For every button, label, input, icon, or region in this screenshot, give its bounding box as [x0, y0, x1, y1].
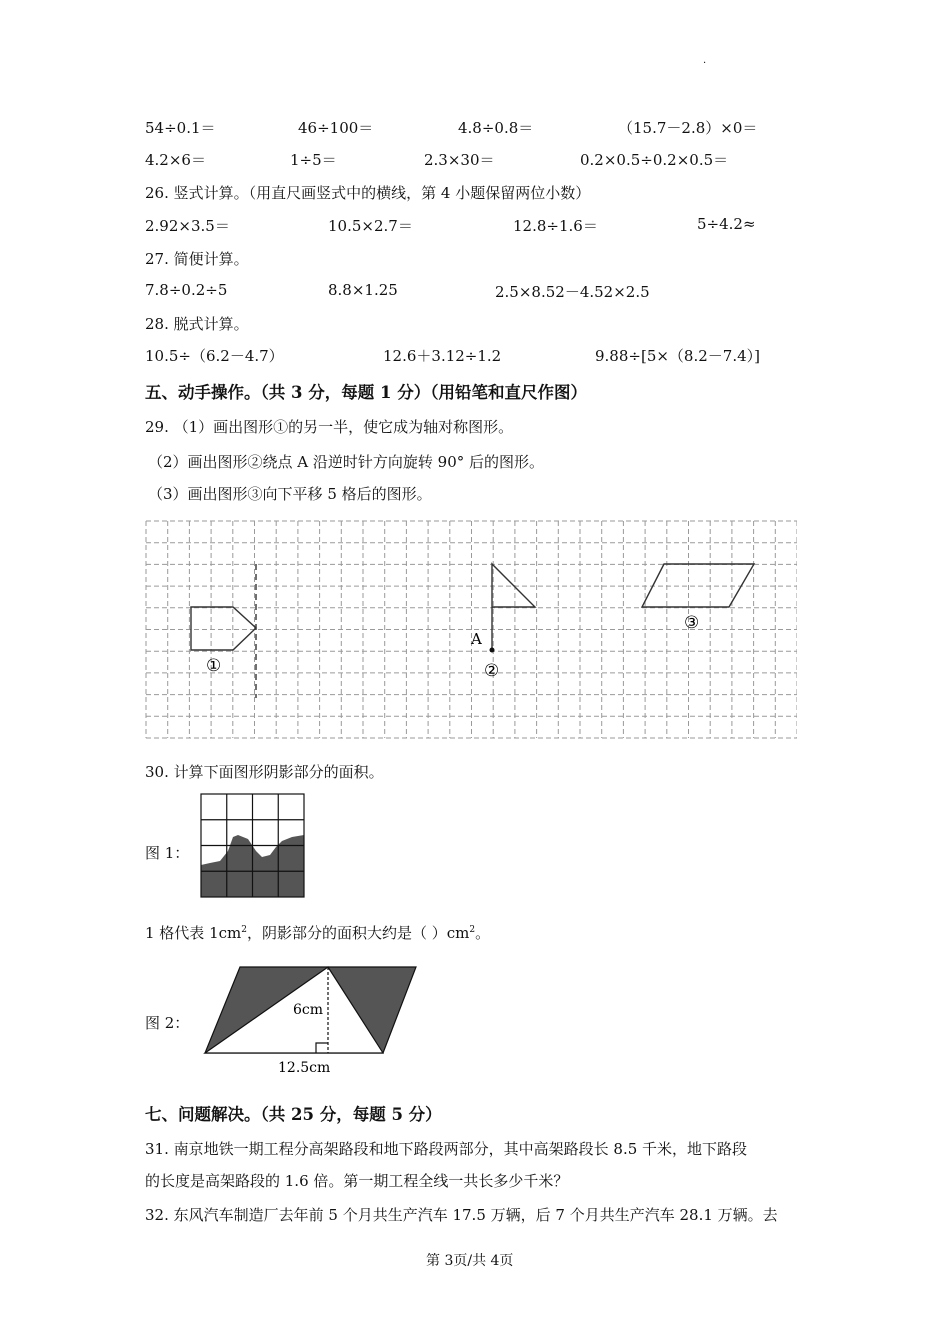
q28-item: 12.6＋3.12÷1.2: [383, 347, 502, 365]
calc-item: 0.2×0.5÷0.2×0.5＝: [580, 151, 729, 169]
q26-item: 2.92×3.5＝: [145, 217, 230, 235]
figure-2: [200, 964, 420, 1076]
point-a: [490, 648, 495, 653]
fig1-label: 图 1：: [145, 844, 190, 862]
fig1-note-end: 。: [475, 924, 491, 942]
shape-2-label: ②: [484, 661, 500, 681]
fig2-label: 图 2：: [145, 1014, 190, 1032]
q26-title: 26. 竖式计算。（用直尺画竖式中的横线，第 4 小题保留两位小数）: [145, 184, 591, 202]
shape-1-label: ①: [206, 656, 222, 676]
fig1-note-b: ，阴影部分的面积大约是（ ）cm: [246, 924, 470, 942]
base-label: 12.5cm: [278, 1060, 331, 1076]
calc-item: 1÷5＝: [290, 151, 337, 169]
section7-heading: 七、问题解决。（共 25 分，每题 5 分）: [145, 1105, 442, 1124]
section5-heading: 五、动手操作。（共 3 分，每题 1 分）（用铅笔和直尺作图）: [145, 383, 587, 402]
drawing-grid: [145, 520, 797, 742]
q32-line1: 32. 东风汽车制造厂去年前 5 个月共生产汽车 17.5 万辆，后 7 个月共生产汽车 28.1 万辆。去: [145, 1206, 778, 1224]
q31-line2: 的长度是高架路段的 1.6 倍。第一期工程全线一共长多少千米？: [145, 1172, 569, 1190]
point-a-label: A: [471, 630, 482, 648]
fig1-note: [145, 922, 490, 943]
shape-2: [492, 564, 535, 607]
q28-item: 9.88÷[5×（8.2－7.4）]: [595, 347, 760, 365]
fig1-note-sup2: 2: [469, 925, 476, 935]
height-label: 6cm: [293, 1002, 324, 1018]
q26-item: 12.8÷1.6＝: [513, 217, 598, 235]
q28-item: 10.5÷（6.2－4.7）: [145, 347, 284, 365]
calc-item: 46÷100＝: [298, 119, 374, 137]
q26-item: 5÷4.2≈: [697, 215, 756, 233]
page-mark: ·: [703, 58, 707, 69]
q27-item: 7.8÷0.2÷5: [145, 281, 228, 299]
q29-line2: （2）画出图形②绕点 A 沿逆时针方向旋转 90° 后的图形。: [148, 453, 545, 471]
calc-item: 4.8÷0.8＝: [458, 119, 534, 137]
q29-line1: 29. （1）画出图形①的另一半，使它成为轴对称图形。: [145, 418, 514, 436]
q29-line3: （3）画出图形③向下平移 5 格后的图形。: [148, 485, 432, 503]
calc-item: 54÷0.1＝: [145, 119, 216, 137]
page-footer: 第 3页/共 4页: [426, 1253, 514, 1269]
shape-1: [191, 607, 256, 650]
q27-item: 2.5×8.52－4.52×2.5: [495, 283, 650, 301]
q28-title: 28. 脱式计算。: [145, 315, 249, 333]
calc-item: （15.7－2.8）×0＝: [618, 119, 758, 137]
q27-title: 27. 简便计算。: [145, 250, 249, 268]
q27-item: 8.8×1.25: [328, 281, 398, 299]
fig1-note-a: 1 格代表 1cm: [145, 924, 242, 942]
q26-item: 10.5×2.7＝: [328, 217, 413, 235]
q31-line1: 31. 南京地铁一期工程分高架路段和地下路段两部分，其中高架路段长 8.5 千米，地下路段: [145, 1140, 748, 1158]
shape-3: [642, 564, 754, 607]
shape-3-label: ③: [684, 613, 700, 633]
calc-item: 4.2×6＝: [145, 151, 206, 169]
figure-1: [200, 793, 306, 899]
q30-title: 30. 计算下面图形阴影部分的面积。: [145, 763, 384, 781]
fig1-note-sup: 2: [241, 925, 247, 935]
calc-item: 2.3×30＝: [424, 151, 495, 169]
